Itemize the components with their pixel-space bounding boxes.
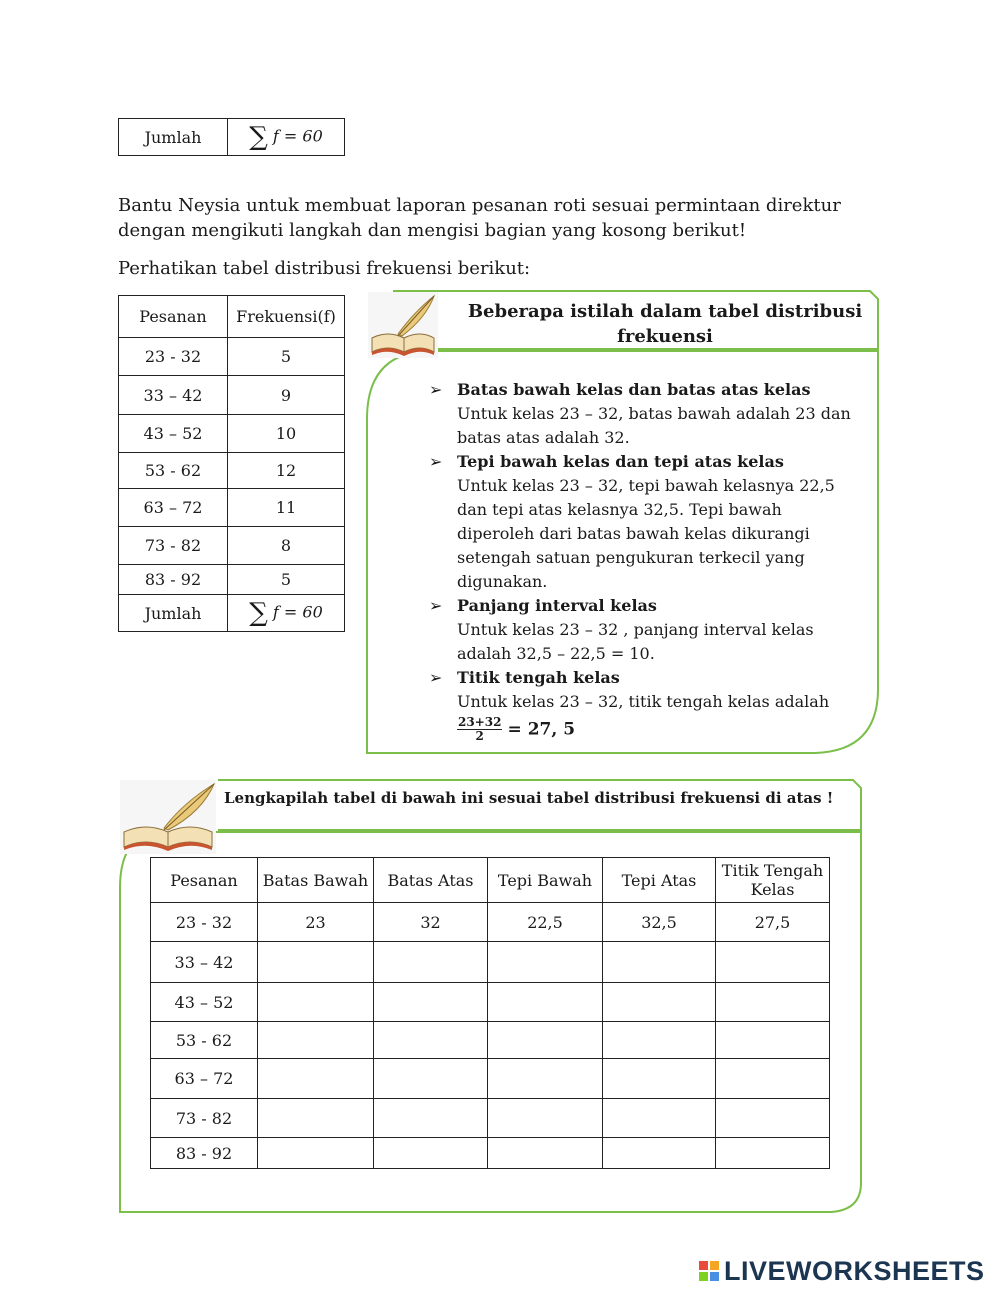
- answer-cell[interactable]: [603, 983, 716, 1022]
- table-row: 83 - 92 5: [119, 565, 345, 595]
- answer-cell[interactable]: [258, 1059, 374, 1099]
- freq-header-frekuensi: Frekuensi(f): [228, 296, 345, 338]
- answer-cell[interactable]: [716, 1059, 830, 1099]
- table-row: 53 - 62: [151, 1022, 830, 1059]
- list-item: ➢ Batas bawah kelas dan batas atas kelas Untuk kelas 23 – 32, batas bawah adalah 23 dan batas atas adalah 32.: [429, 380, 851, 447]
- answer-cell[interactable]: [603, 1099, 716, 1138]
- freq-header-pesanan: Pesanan: [119, 296, 228, 338]
- instruction-text: Perhatikan tabel distribusi frekuensi berikut:: [118, 258, 531, 279]
- answer-cell[interactable]: [374, 1099, 488, 1138]
- top-sum-label: Jumlah: [119, 119, 228, 156]
- list-item: ➢ Tepi bawah kelas dan tepi atas kelas Untuk kelas 23 – 32, tepi bawah kelasnya 22,5 dan tepi atas kelasnya 32,5. Tepi bawah diperoleh dari batas bawah kelas dikurangi setengah satuan pengukuran terkecil yang digunakan.: [429, 452, 835, 591]
- intro-paragraph: Bantu Neysia untuk membuat laporan pesanan roti sesuai permintaan direktur dengan mengikuti langkah dan mengisi bagian yang kosong berikut!: [118, 195, 841, 241]
- answer-cell[interactable]: [374, 983, 488, 1022]
- answer-cell[interactable]: [716, 983, 830, 1022]
- table-row: 73 - 82: [151, 1099, 830, 1138]
- freq-total-row: Jumlah ∑ f = 60: [119, 595, 345, 632]
- top-sum-table: [118, 118, 345, 156]
- answer-cell[interactable]: [374, 942, 488, 983]
- info-box-title: Beberapa istilah dalam tabel distribusi frekuensi: [467, 301, 863, 347]
- answer-cell[interactable]: [488, 1099, 603, 1138]
- answer-cell[interactable]: [603, 1138, 716, 1169]
- answer-cell[interactable]: [258, 1022, 374, 1059]
- task-title: Lengkapilah tabel di bawah ini sesuai tabel distribusi frekuensi di atas !: [224, 789, 834, 807]
- arrow-bullet-icon: ➢: [429, 380, 443, 399]
- table-row: 53 - 62 12: [119, 453, 345, 489]
- answer-cell[interactable]: [488, 1059, 603, 1099]
- logo-blocks-icon: [698, 1260, 722, 1282]
- answer-cell[interactable]: [258, 942, 374, 983]
- table-row: 63 – 72 11: [119, 489, 345, 527]
- list-item: ➢ Titik tengah kelas Untuk kelas 23 – 32, titik tengah kelas adalah $\frac{23+32}{2}$ = 27, 5: [429, 666, 859, 743]
- liveworksheets-logo[interactable]: [698, 1254, 998, 1288]
- answer-cell[interactable]: [716, 1022, 830, 1059]
- answer-cell[interactable]: [488, 942, 603, 983]
- table-row: 23 - 32 23 32 22,5 32,5 27,5: [151, 903, 830, 942]
- answer-cell[interactable]: [716, 1138, 830, 1169]
- answer-cell[interactable]: [603, 1059, 716, 1099]
- answer-cell[interactable]: [258, 983, 374, 1022]
- table-row: 73 - 82 8: [119, 527, 345, 565]
- answer-cell[interactable]: [488, 1022, 603, 1059]
- answer-cell[interactable]: [716, 1099, 830, 1138]
- book-quill-icon: [368, 292, 438, 358]
- answer-cell[interactable]: [374, 1059, 488, 1099]
- list-item: ➢ Panjang interval kelas Untuk kelas 23 – 32 , panjang interval kelas adalah 32,5 – 22,5 = 10.: [429, 596, 814, 663]
- midpoint-formula: $\frac{23+32}{2}$ = 27, 5: [458, 715, 576, 743]
- answer-cell[interactable]: [603, 942, 716, 983]
- table-row: 43 – 52: [151, 983, 830, 1022]
- answer-cell[interactable]: [258, 1099, 374, 1138]
- table-row: 33 – 42: [151, 942, 830, 983]
- table-row: 83 - 92: [151, 1138, 830, 1169]
- table-row: 23 - 32 5: [119, 338, 345, 376]
- answer-cell[interactable]: [258, 1138, 374, 1169]
- table-row: 63 – 72: [151, 1059, 830, 1099]
- top-sum-formula: ∑ f = 60: [228, 119, 345, 156]
- book-quill-icon: [120, 780, 216, 854]
- info-list: [429, 378, 859, 743]
- answer-cell[interactable]: [488, 1138, 603, 1169]
- arrow-bullet-icon: ➢: [429, 452, 443, 471]
- frequency-table: [118, 295, 345, 632]
- answer-cell[interactable]: [603, 1022, 716, 1059]
- arrow-bullet-icon: ➢: [429, 668, 443, 687]
- table-row: 33 – 42 9: [119, 376, 345, 415]
- arrow-bullet-icon: ➢: [429, 596, 443, 615]
- answer-cell[interactable]: [374, 1138, 488, 1169]
- logo-text: LIVEWORKSHEETS: [724, 1255, 985, 1286]
- answer-cell[interactable]: [716, 942, 830, 983]
- answer-cell[interactable]: [374, 1022, 488, 1059]
- table-row: 43 – 52 10: [119, 415, 345, 453]
- answer-cell[interactable]: [488, 983, 603, 1022]
- task-table: [150, 857, 830, 1169]
- task-header-row: Pesanan Batas Bawah Batas Atas Tepi Bawah Tepi Atas Titik Tengah Kelas: [151, 858, 830, 903]
